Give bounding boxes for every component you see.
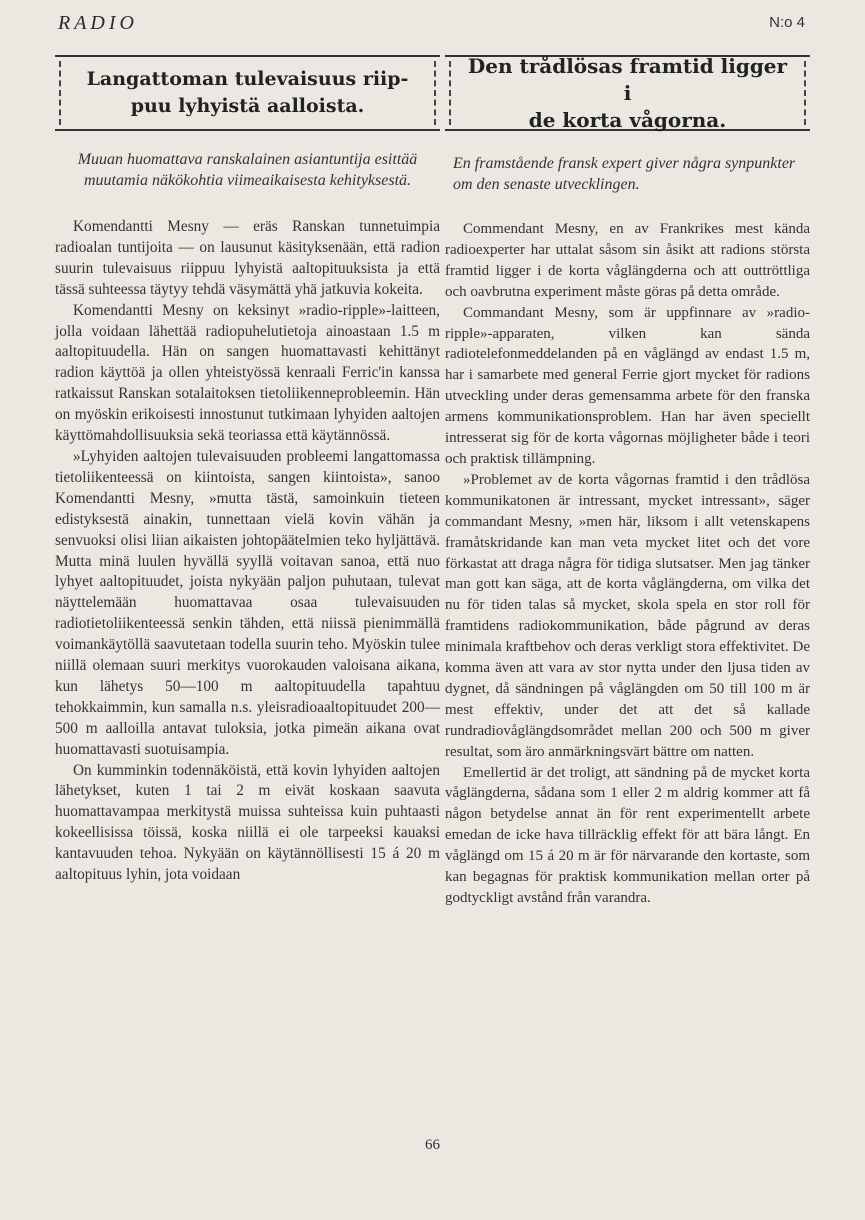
issue-number: N:o 4: [769, 14, 805, 31]
swedish-headline-box: [445, 55, 810, 131]
swedish-paragraph: Commandant Mesny, som är uppfinnare av »radio-ripple»-apparaten, vilken kan sända radiotelefonmeddelanden på en våglängd av endast 1.5 m, har i samarbete med general Ferrie gjort mycket för radions utveckling under deras gemensamma arbete för den franska armens kommunikationsproblem. Han har även speciellt intresserat sig för de korta vågornas möjligheter både i teori och praktisk tillämpning.: [445, 304, 810, 467]
finnish-body: [55, 217, 440, 886]
finnish-subhead: Muuan huomattava ranskalainen asiantuntija esittää muutamia näkökohtia viimeaikaisesta kehityksestä.: [77, 151, 418, 189]
finnish-paragraph: Komendantti Mesny — eräs Ranskan tunnetuimpia radioalan tuntijoita — on lausunut käsityksenään, että radion suurin tulevaisuus riippuu lyhyistä aaltopituuksista ja että tässä suhteessa täytyy tehdä väsymättä yhä jatkuvia kokeita.: [55, 218, 440, 298]
swedish-headline: [445, 53, 810, 134]
swedish-subhead: En framstående fransk expert giver några synpunkter om den senaste utvecklingen.: [453, 155, 796, 193]
swedish-body: [445, 219, 810, 909]
magazine-title: RADIO: [58, 12, 138, 34]
page-header: [0, 0, 865, 40]
swedish-paragraph: »Problemet av de korta vågornas framtid i den trådlösa kommunikatonen är intressant, mycket intressant», säger commandant Mesny, »men här, liksom i allt vetenskapens framåtskridande kan man veta mycket litet och det vore förkastat att draga några för tidiga slutsatser. Men jag tänker man gott kan säga, att de korta våglängderna, om vilka det nu för tiden talas så mycket, skola spela en stor roll för framtidens radiokommunikation, både pågrund av deras minimala kraftbehov och deras verkligt stora effektivitet. De komma även att vara av stor nytta under den ljusa tiden av dygnet, då sändningen på våglängden om 50 till 100 m är mest effektiv, under det att det så kallade rundradiovåglängdsområdet mellan 200 och 500 m giver resultat, som äro anmärkningsvärt bättre om natten.: [445, 471, 810, 760]
finnish-headline: [67, 66, 429, 120]
finnish-article: [55, 55, 440, 886]
finnish-paragraph: Komendantti Mesny on keksinyt »radio-ripple»-laitteen, jolla voidaan lähettää radiopuhelutietoja ainoastaan 1.5 m aaltopituudella. Hän on sangen huomattavasti kehittänyt radion käyttöä ja ollen yhteistyössä kenraali Ferric'in kanssa ratkaissut Ranskan sotalaitoksen tietoliikenneprobleemin. Hän on myöskin erikoisesti innostunut tutkimaan lyhyiden aaltojen käyttömahdollisuuksia sekä teoriassa että käytännössä.: [55, 301, 440, 445]
finnish-paragraph: »Lyhyiden aaltojen tulevaisuuden probleemi langattomassa tietoliikenteessä on kiintoista, sangen kiintoista», sanoo Komendantti Mesny, »mutta tästä, samoinkuin tieteen edistyksestä ainakin, tunnettaan vielä kovin vähän ja senvuoksi olisi liian aikaisten johtopäätelmien teko hyljättävä. Mutta minä luulen hyvällä syyllä voitavan sanoa, että nuo lyhyet aaltopituudet, joista nykyään paljon puhutaan, tulevat näyttelemään huomattavaa osaa tulevaisuuden radiotietoliikenteessä senkin tähden, että niissä pienimmällä voimankäytöllä saavutetaan todella suurin teho. Myöskin tulee niillä olemaan suuri merkitys vuorokauden valoisana aikana, kun lähetys 50—100 m aaltopituudella tapahtuu tehokkaimmin, kun samalla n.s. yleisradioaaltopituudet 200—500 m aalloilla antavat tuloksia, jotka pimeän aikana ovat huomattavasti suotuisampia.: [55, 447, 440, 758]
swedish-paragraph: Commendant Mesny, en av Frankrikes mest kända radioexperter har uttalat såsom sin åsikt att radions största framtid ligger i de korta våglängderna och att outtröttliga och oavbrutna experiment måste göras på detta område.: [445, 221, 810, 300]
finnish-paragraph: On kumminkin todennäköistä, että kovin lyhyiden aaltojen lähetykset, kuten 1 tai 2 m eivät koskaan saavuta huomattavampaa merkitystä muissa suhteissa kuin puhtaasti kokeellisissa töissä, koska niillä ei ole tarpeeksi kauaksi kantavuuden tehoa. Nykyään on käytännöllisesti 15 á 20 m aaltopituus lyhin, jota voidaan: [55, 761, 440, 884]
swedish-article: [445, 55, 810, 909]
finnish-headline-line1: Langattoman tulevaisuus riip-: [86, 68, 409, 90]
page-number: 66: [425, 1137, 440, 1153]
finnish-headline-line2: puu lyhyistä aalloista.: [130, 95, 365, 117]
swedish-paragraph: Emellertid är det troligt, att sändning på de mycket korta våglängderna, sådana som 1 eller 2 m aldrig kommer att få någon betydelse annat än för rent experimentellt arbete emedan de icke hava tillräcklig effekt för att bära långt. En våglängd om 15 á 20 m är för närvarande den kortaste, som kan begagnas för praktisk kommunikation mellan orter på godtyckligt avstånd från varandra.: [445, 764, 810, 906]
swedish-headline-line2: de korta vågorna.: [528, 107, 727, 132]
swedish-headline-line1: Den trådlösas framtid ligger i: [467, 53, 788, 105]
finnish-headline-box: [55, 55, 440, 131]
